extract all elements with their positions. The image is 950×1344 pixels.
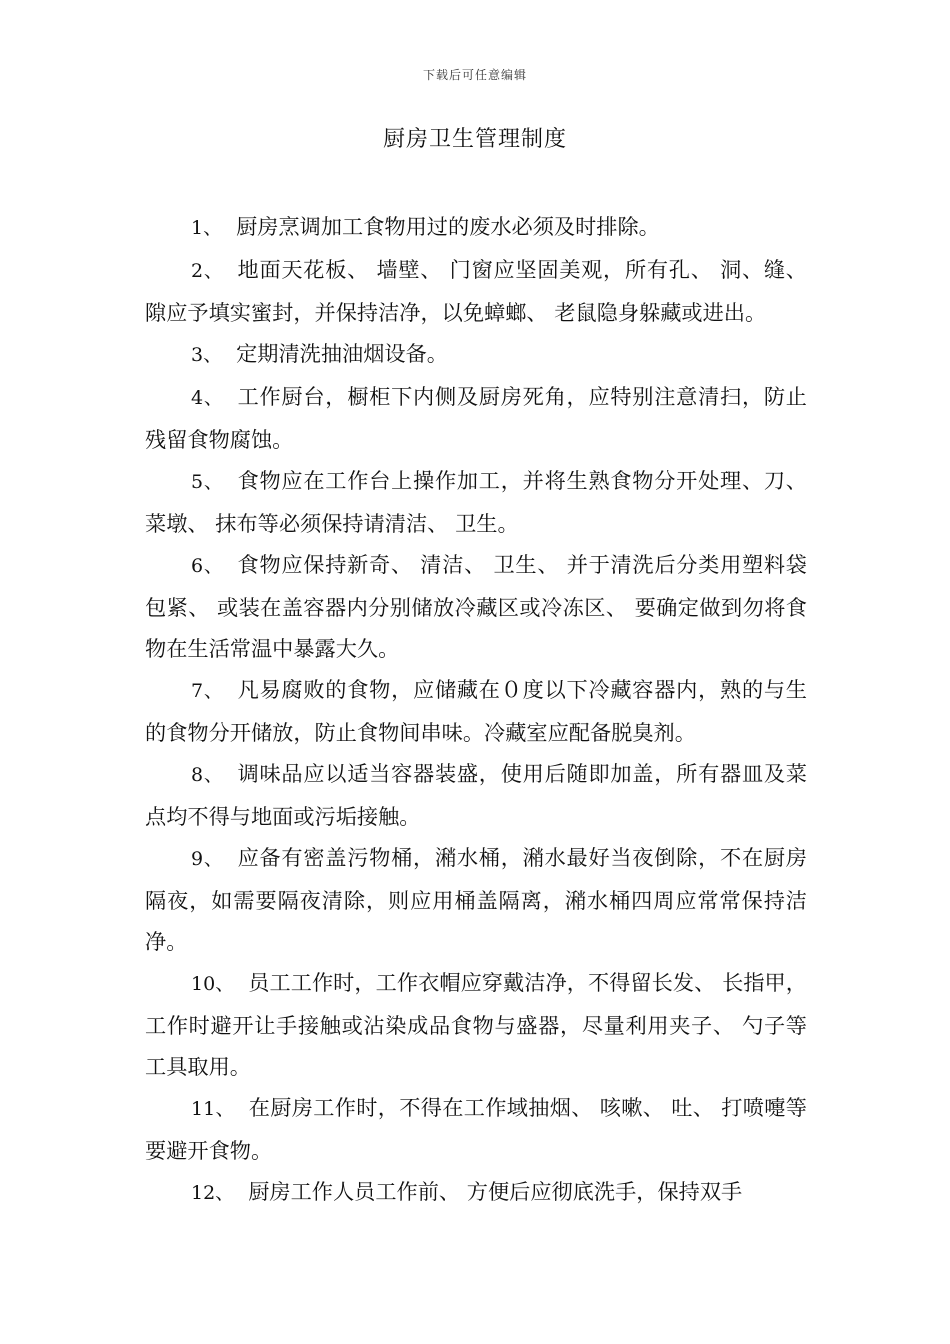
paragraph-text: 应备有密盖污物桶，潲水桶，潲水最好当夜倒除，不在厨房隔夜，如需要隔夜清除，则应用桶盖隔离，潲水桶四周应常常保持洁净。 xyxy=(145,845,807,954)
paragraph-text: 定期清洗抽油烟设备。 xyxy=(236,341,448,366)
paragraph-6 xyxy=(145,544,807,669)
paragraph-10 xyxy=(145,962,807,1087)
paragraph-text: 员工工作时，工作衣帽应穿戴洁净，不得留长发、 长指甲，工作时避开让手接触或沾染成品食物与盛器，尽量利用夹子、 勺子等工具取用。 xyxy=(145,970,807,1079)
header-note: 下载后可任意编辑 xyxy=(422,68,527,82)
paragraph-2 xyxy=(145,249,807,333)
paragraph-11 xyxy=(145,1087,807,1171)
paragraph-number: 8、 xyxy=(191,764,224,786)
paragraph-text: 工作厨台，橱柜下内侧及厨房死角，应特别注意清扫，防止残留食物腐蚀。 xyxy=(145,384,807,452)
paragraph-number: 6、 xyxy=(191,555,224,577)
paragraph-4 xyxy=(145,376,807,460)
paragraph-text: 地面天花板、 墙壁、 门窗应坚固美观，所有孔、 洞、缝、 隙应予填实蜜封，并保持洁净，以免蟑螂、 老鼠隐身躲藏或进出。 xyxy=(145,257,807,325)
paragraph-text: 食物应在工作台上操作加工，并将生熟食物分开处理、刀、 菜墩、 抹布等必须保持请清洁、 卫生。 xyxy=(145,468,807,536)
paragraph-1 xyxy=(145,206,807,249)
paragraph-text: 厨房工作人员工作前、 方便后应彻底洗手，保持双手 xyxy=(248,1179,743,1204)
paragraph-9 xyxy=(145,837,807,962)
paragraph-number: 7、 xyxy=(191,680,224,702)
paragraph-number: 1、 xyxy=(191,217,223,239)
paragraph-text: 在厨房工作时，不得在工作域抽烟、 咳嗽、 吐、 打喷嚏等要避开食物。 xyxy=(145,1095,807,1163)
paragraph-number: 3、 xyxy=(191,344,223,366)
paragraph-text: 调味品应以适当容器装盛，使用后随即加盖，所有器皿及菜点均不得与地面或污垢接触。 xyxy=(145,761,807,829)
paragraph-number: 2、 xyxy=(191,260,224,282)
document-title: 厨房卫生管理制度 xyxy=(382,127,567,152)
paragraph-3 xyxy=(145,333,807,376)
document-body xyxy=(145,206,807,1214)
paragraph-number: 4、 xyxy=(191,387,224,409)
paragraph-number: 9、 xyxy=(191,848,224,870)
paragraph-5 xyxy=(145,460,807,544)
paragraph-text: 厨房烹调加工食物用过的废水必须及时排除。 xyxy=(236,214,660,239)
paragraph-text: 凡易腐败的食物，应储藏在０度以下冷藏容器内，熟的与生的食物分开储放，防止食物间串味。冷藏室应配备脱臭剂。 xyxy=(145,677,807,745)
paragraph-text: 食物应保持新奇、 清洁、 卫生、 并于清洗后分类用塑料袋包紧、 或装在盖容器内分别储放冷藏区或冷冻区、 要确定做到勿将食物在生活常温中暴露大久。 xyxy=(145,552,807,661)
paragraph-12 xyxy=(145,1171,807,1214)
paragraph-number: 10、 xyxy=(191,973,235,995)
paragraph-number: 12、 xyxy=(191,1182,235,1204)
paragraph-7 xyxy=(145,669,807,753)
paragraph-number: 11、 xyxy=(191,1098,235,1120)
paragraph-number: 5、 xyxy=(191,471,224,493)
paragraph-8 xyxy=(145,753,807,837)
